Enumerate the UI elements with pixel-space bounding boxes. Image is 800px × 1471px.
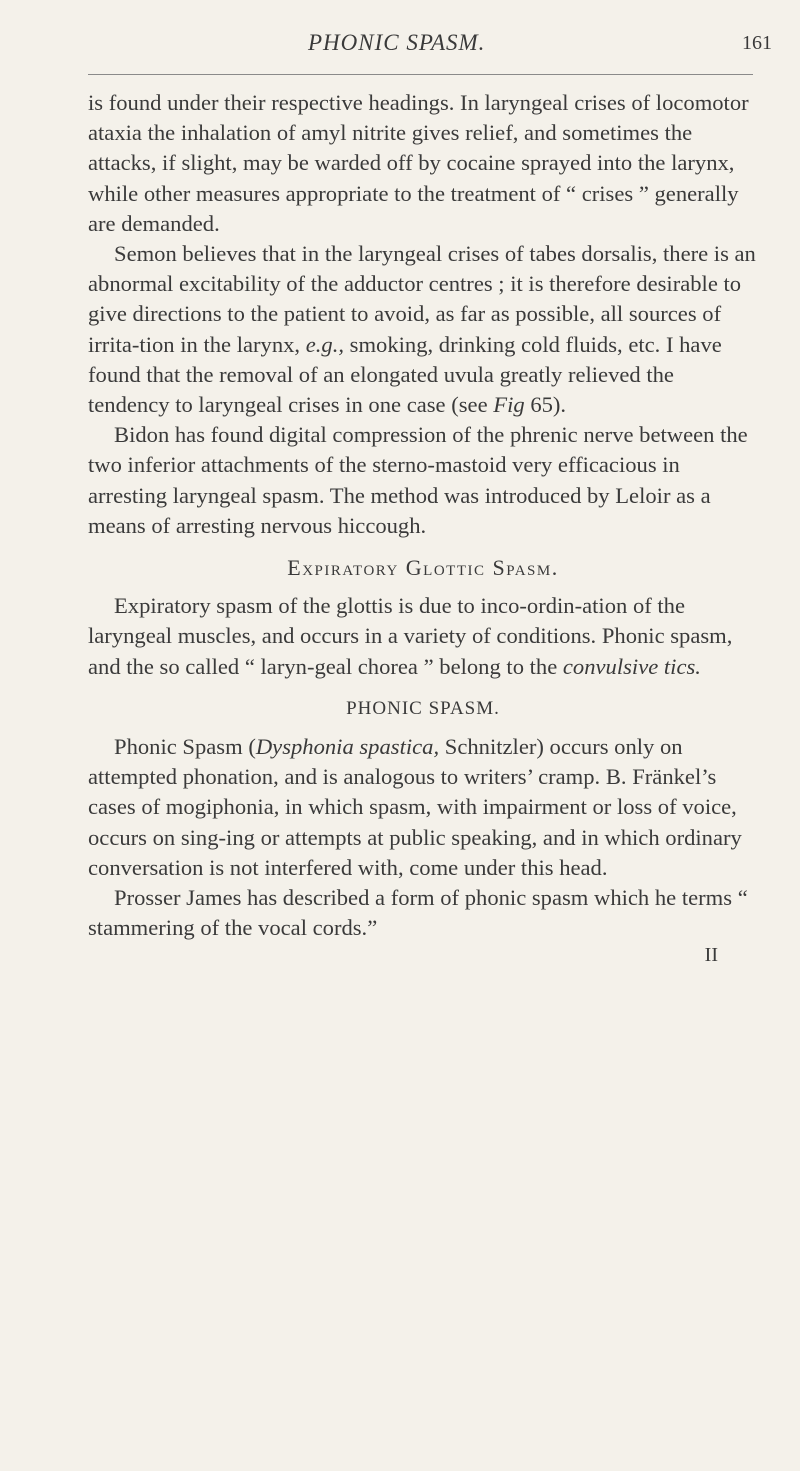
paragraph-6: Prosser James has described a form of phonic spasm which he terms “ stammering of the vocal cords.”	[88, 885, 748, 941]
paragraph-5: Phonic Spasm (Dysphonia spastica, Schnitzler) occurs only on attempted phonation, and is analogous to writers’ cramp. B. Fränkel’s cases of mogiphonia, in which spasm, with impairment or loss of voice, occurs on sing-ing or attempts at public speaking, and in which ordinary conversation is not interfered with, come under this head.	[88, 734, 742, 880]
paragraph-2: Semon believes that in the laryngeal crises of tabes dorsalis, there is an abnormal excitability of the adductor centres ; it is therefore desirable to give directions to the patient to avoid, as far as possible, all sources of irrita-tion in the larynx, e.g., smoking, drinking cold fluids, etc. I have found that the removal of an elongated uvula greatly relieved the tendency to laryngeal crises in one case (see Fig 65).	[88, 241, 756, 418]
page-number: 161	[742, 32, 772, 54]
paragraph-3: Bidon has found digital compression of the phrenic nerve between the two inferior attachments of the sterno-mastoid very efficacious in arresting laryngeal spasm. The method was introduced by Leloir as a means of arresting nervous hiccough.	[88, 422, 748, 538]
header-rule	[88, 74, 753, 75]
paragraph-1: is found under their respective headings. In laryngeal crises of locomotor ataxia the inhalation of amyl nitrite gives relief, and sometimes the attacks, if slight, may be warded off by cocaine sprayed into the larynx, while other measures appropriate to the treatment of “ crises ” generally are demanded.	[88, 90, 749, 236]
page-body	[88, 88, 758, 967]
running-head	[0, 30, 800, 60]
running-title: PHONIC SPASM.	[308, 30, 486, 55]
section-heading-expiratory: Expiratory Glottic Spasm.	[287, 555, 559, 581]
paragraph-4: Expiratory spasm of the glottis is due to inco-ordin-ation of the laryngeal muscles, and occurs in a variety of conditions. Phonic spasm, and the so called “ laryn-geal chorea ” belong to the convulsive tics.	[88, 593, 733, 679]
section-heading-phonic: PHONIC SPASM.	[346, 697, 500, 719]
signature-mark: II	[704, 944, 718, 967]
